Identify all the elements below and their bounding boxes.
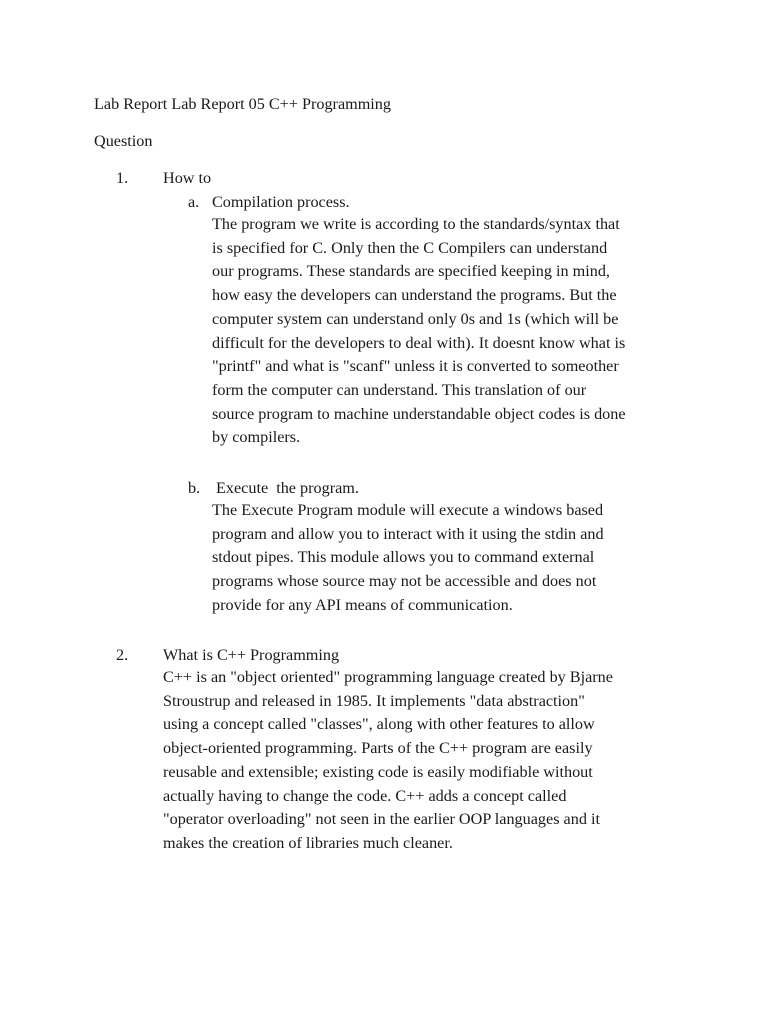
body-line: form the computer can understand. This translation of our xyxy=(212,380,587,399)
document-title: Lab Report Lab Report 05 C++ Programming xyxy=(94,95,391,113)
body-line: The Execute Program module will execute a windows based xyxy=(212,501,604,519)
subitem-body xyxy=(212,499,604,618)
subitem-body xyxy=(212,213,626,450)
body-line: The program we write is according to the standards/syntax that xyxy=(212,215,620,233)
list-item-heading: How to xyxy=(163,169,212,187)
body-line: actually having to change the code. C++ adds a concept called xyxy=(163,786,567,805)
body-line: object-oriented programming. Parts of the C++ program are easily xyxy=(163,739,593,758)
subitem-letter: b. xyxy=(188,479,201,497)
body-line: computer system can understand only 0s and 1s (which will be xyxy=(212,309,619,328)
body-line: program and allow you to interact with it using the stdin and xyxy=(212,524,604,543)
body-line: "operator overloading" not seen in the earlier OOP languages and it xyxy=(163,810,600,829)
list-item-body xyxy=(163,666,613,856)
list-item-number: 1. xyxy=(116,169,129,187)
body-line: our programs. These standards are specified keeping in mind, xyxy=(212,262,610,281)
body-line: Stroustrup and released in 1985. It implements "data abstraction" xyxy=(163,691,585,710)
section-label: Question xyxy=(94,132,153,150)
body-line: difficult for the developers to deal with). It doesnt know what is xyxy=(212,333,626,352)
body-line: source program to machine understandable object codes is done xyxy=(212,404,626,423)
list-item-heading: What is C++ Programming xyxy=(163,646,340,664)
body-line: how easy the developers can understand the programs. But the xyxy=(212,286,617,305)
body-line: programs whose source may not be accessible and does not xyxy=(212,572,597,591)
subitem-letter: a. xyxy=(188,193,200,211)
subitem-heading: Compilation process. xyxy=(212,193,350,211)
body-line: provide for any API means of communication. xyxy=(212,595,513,614)
body-line: using a concept called "classes", along with other features to allow xyxy=(163,715,595,734)
body-line: is specified for C. Only then the C Compilers can understand xyxy=(212,238,608,257)
subitem-heading: Execute the program. xyxy=(216,479,359,497)
body-line: by compilers. xyxy=(212,428,301,447)
body-line: makes the creation of libraries much cleaner. xyxy=(163,833,453,852)
list-item-number: 2. xyxy=(116,646,129,664)
body-line: reusable and extensible; existing code is easily modifiable without xyxy=(163,762,593,781)
body-line: "printf" and what is "scanf" unless it is converted to someother xyxy=(212,357,619,376)
body-line: C++ is an "object oriented" programming language created by Bjarne xyxy=(163,668,613,686)
body-line: stdout pipes. This module allows you to command external xyxy=(212,548,595,567)
